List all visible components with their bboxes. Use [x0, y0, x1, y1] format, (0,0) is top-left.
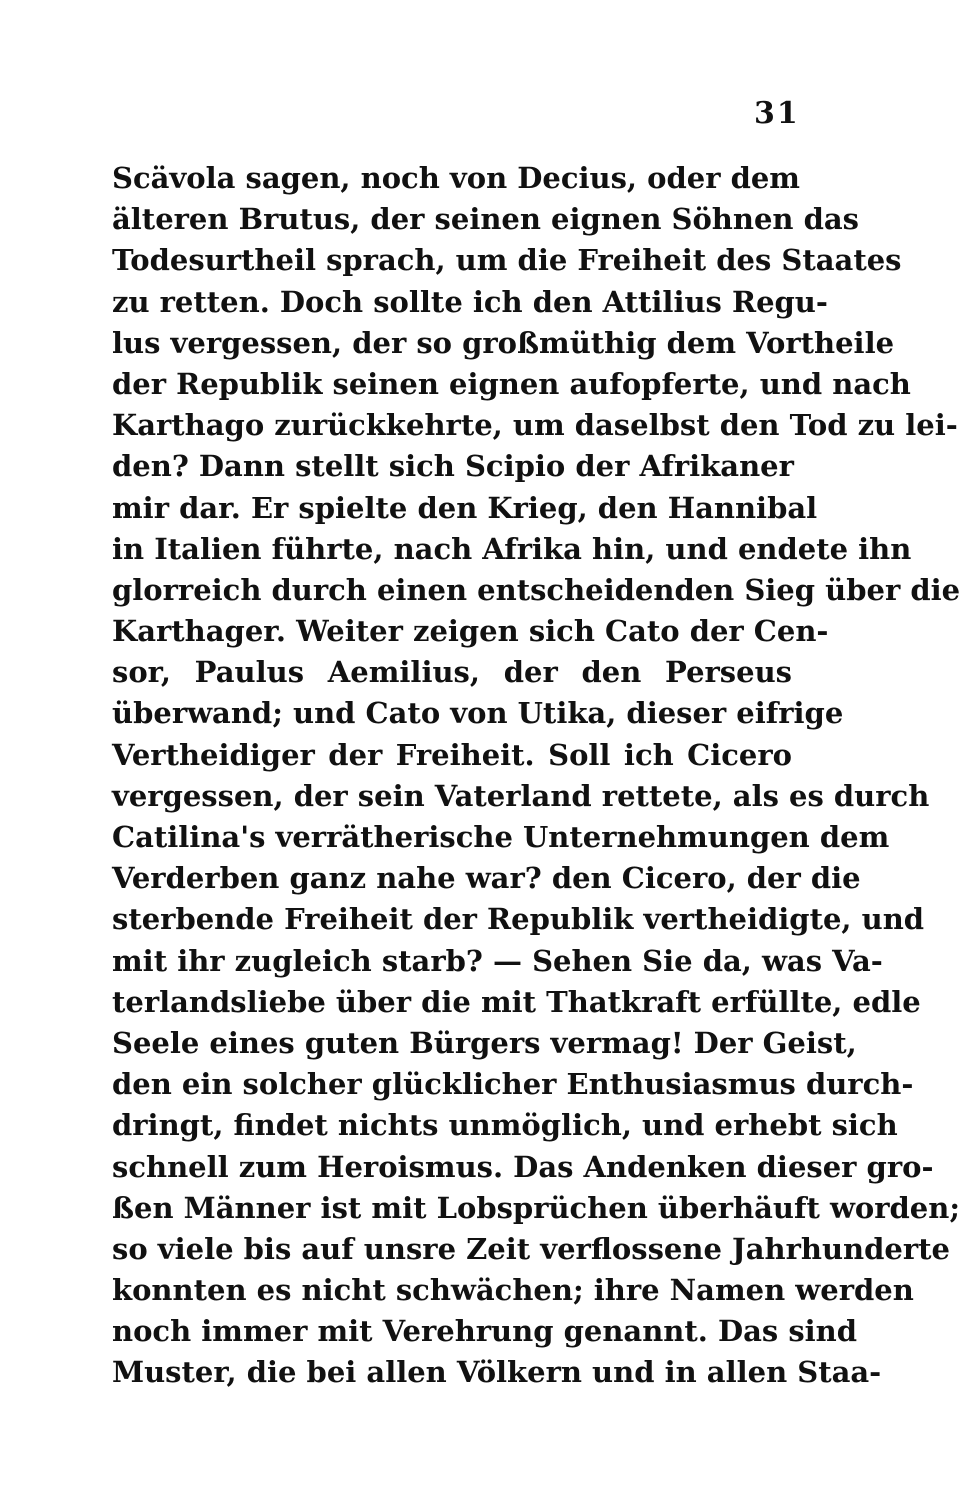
text-line: zu retten. Doch sollte ich den Attilius Regu- — [112, 284, 828, 319]
text-line: so viele bis auf unsre Zeit verflossene Jahrhunderte — [112, 1231, 950, 1266]
text-line: vergessen, der sein Vaterland rettete, als es durch — [112, 778, 930, 813]
page-number: 31 — [754, 96, 800, 131]
text-line: dringt, findet nichts unmöglich, und erhebt sich — [112, 1108, 898, 1143]
text-line: sterbende Freiheit der Republik vertheidigte, und — [112, 902, 925, 937]
text-line: den ein solcher glücklicher Enthusiasmus durch- — [112, 1067, 914, 1102]
text-line: Karthago zurückkehrte, um daselbst den Tod zu lei- — [112, 408, 958, 443]
text-line: Seele eines guten Bürgers vermag! Der Geist, — [112, 1025, 857, 1060]
text-line: älteren Brutus, der seinen eignen Söhnen das — [112, 202, 859, 237]
text-line: ßen Männer ist mit Lobsprüchen überhäuft worden; — [112, 1190, 960, 1225]
text-line: glorreich durch einen entscheidenden Sieg über die — [112, 572, 960, 607]
text-line: noch immer mit Verehrung genannt. Das sind — [112, 1314, 858, 1349]
text-line: Karthager. Weiter zeigen sich Cato der Cen- — [112, 614, 829, 649]
text-line: Scävola sagen, noch von Decius, oder dem — [112, 161, 800, 195]
text-line: überwand; und Cato von Utika, dieser eifrige — [112, 696, 844, 731]
text-line: Muster, die bei allen Völkern und in allen Staa- — [112, 1355, 882, 1390]
text-line: terlandsliebe über die mit Thatkraft erfüllte, edle — [112, 984, 921, 1019]
text-line: sor, Paulus Aemilius, der den Perseus — [112, 655, 792, 690]
body-text — [112, 158, 960, 1394]
text-line: Todesurtheil sprach, um die Freiheit des Staates — [112, 243, 902, 278]
text-line: mir dar. Er spielte den Krieg, den Hannibal — [112, 490, 818, 525]
text-line: der Republik seinen eignen aufopferte, und nach — [112, 366, 911, 401]
text-line: Verderben ganz nahe war? den Cicero, der die — [112, 861, 861, 896]
text-line: schnell zum Heroismus. Das Andenken dieser gro- — [112, 1149, 934, 1184]
text-line: Vertheidiger der Freiheit. Soll ich Cicero — [112, 737, 792, 772]
text-line: konnten es nicht schwächen; ihre Namen werden — [112, 1273, 914, 1308]
text-line: lus vergessen, der so großmüthig dem Vortheile — [112, 325, 895, 360]
text-line: Catilina's verrätherische Unternehmungen dem — [112, 820, 890, 854]
text-line: den? Dann stellt sich Scipio der Afrikaner — [112, 449, 794, 484]
text-line: in Italien führte, nach Afrika hin, und endete ihn — [112, 531, 912, 566]
text-line: mit ihr zugleich starb? — Sehen Sie da, was Va- — [112, 943, 883, 978]
